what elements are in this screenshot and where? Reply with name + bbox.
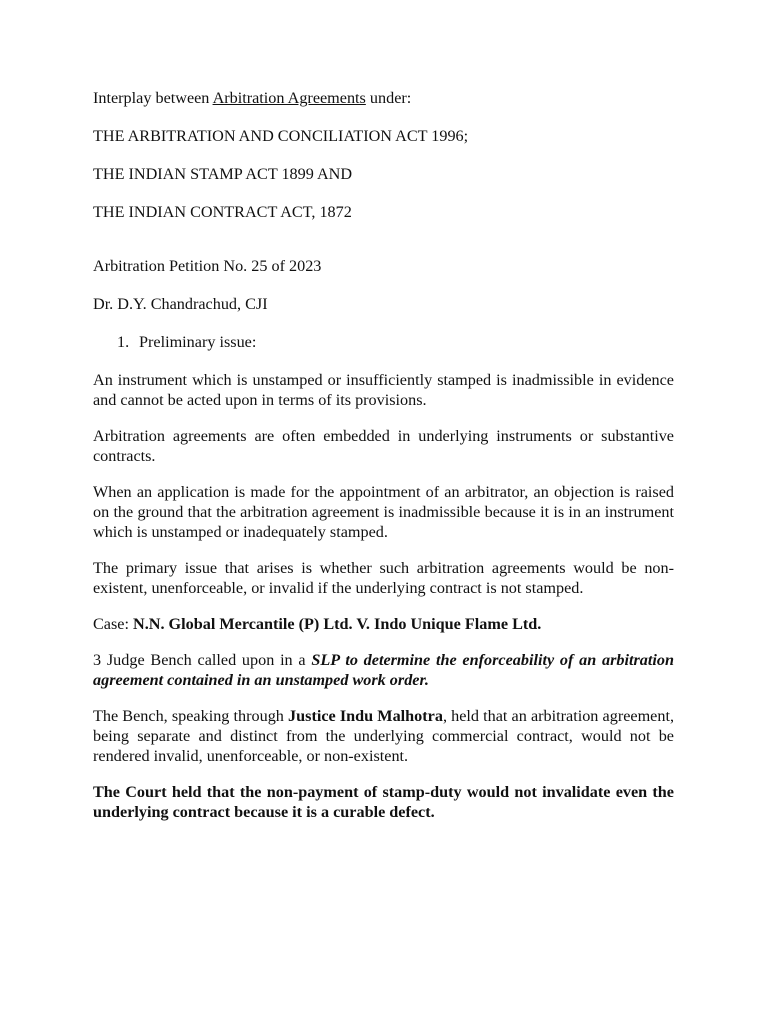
paragraph-inadmissible: An instrument which is unstamped or insufficiently stamped is inadmissible in evidence and cannot be acted upon in terms of its provisions. — [93, 371, 674, 409]
paragraph-conclusion: The Court held that the non-payment of stamp-duty would not invalidate even the underlying contract because it is a curable defect. — [93, 783, 674, 821]
case-name: N.N. Global Mercantile (P) Ltd. V. Indo Unique Flame Ltd. — [133, 615, 542, 633]
bench-emphasis: SLP to determine the enforceability of an arbitration agreement contained in an unstamped work order. — [93, 651, 674, 689]
document-page — [93, 88, 674, 838]
list-text: Preliminary issue: — [139, 333, 257, 351]
paragraph-bench: 3 Judge Bench called upon in a SLP to determine the enforceability of an arbitration agreement contained in an unstamped work order. — [93, 651, 674, 689]
paragraph-embedded: Arbitration agreements are often embedded in underlying instruments or substantive contracts. — [93, 427, 674, 465]
arbitration-agreements-link[interactable]: Arbitration Agreements — [212, 89, 366, 107]
case-citation: Case: N.N. Global Mercantile (P) Ltd. V. Indo Unique Flame Ltd. — [93, 615, 542, 633]
paragraph-holding: The Bench, speaking through Justice Indu Malhotra, held that an arbitration agreement, being separate and distinct from the underlying commercial contract, would not be rendered invalid, unenforceable, or non-existent. — [93, 707, 674, 765]
act-1899: THE INDIAN STAMP ACT 1899 AND — [93, 165, 353, 183]
list-item — [93, 332, 674, 352]
act-1996: THE ARBITRATION AND CONCILIATION ACT 1996; — [93, 127, 469, 145]
paragraph-objection: When an application is made for the appointment of an arbitrator, an objection is raised on the ground that the arbitration agreement is inadmissible because it is in an instrument which is unstamped or inadequately stamped. — [93, 483, 674, 541]
judge-name: Dr. D.Y. Chandrachud, CJI — [93, 295, 268, 313]
intro-line: Interplay between Arbitration Agreements under: — [93, 89, 412, 107]
justice-name: Justice Indu Malhotra — [288, 707, 443, 725]
act-1872: THE INDIAN CONTRACT ACT, 1872 — [93, 203, 352, 221]
list-number: 1. — [117, 333, 130, 351]
paragraph-primary-issue: The primary issue that arises is whether such arbitration agreements would be non-existent, unenforceable, or invalid if the underlying contract is not stamped. — [93, 559, 674, 597]
petition-number: Arbitration Petition No. 25 of 2023 — [93, 257, 322, 275]
